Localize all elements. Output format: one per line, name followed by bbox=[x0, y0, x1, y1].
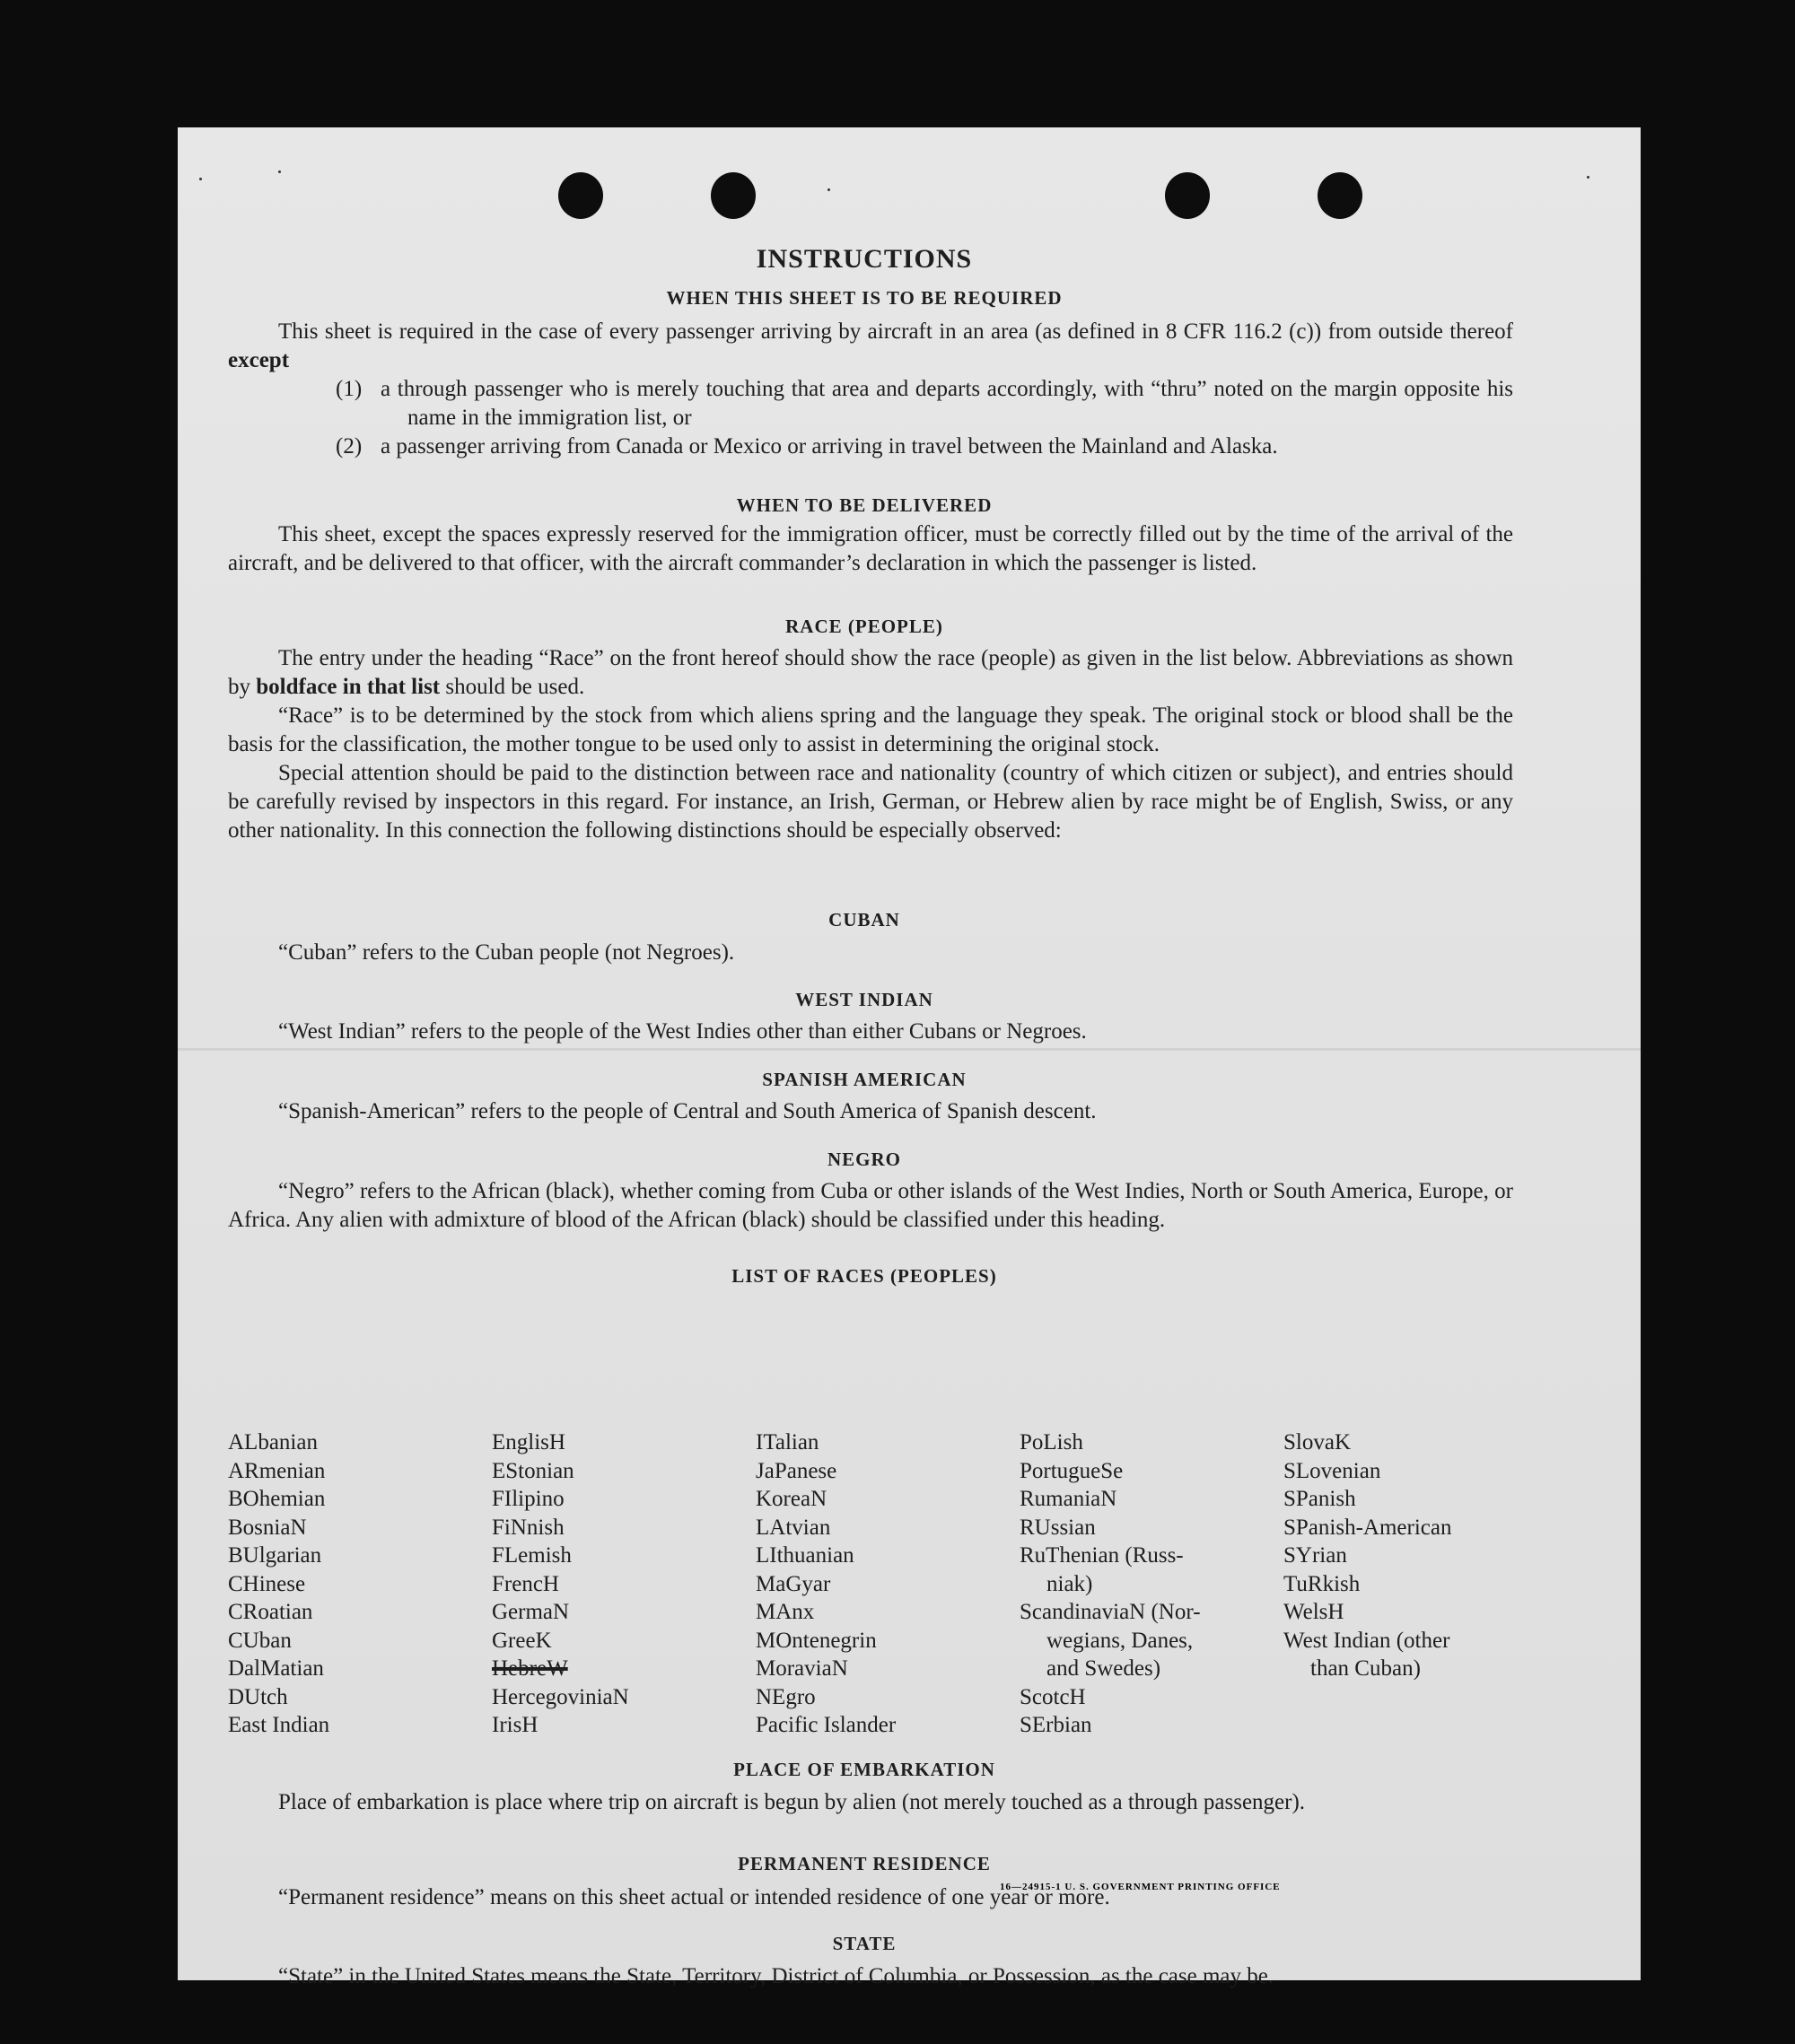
section-when-required bbox=[228, 318, 1513, 461]
race-entry: EStonian bbox=[492, 1458, 574, 1483]
section-cuban bbox=[228, 939, 1513, 967]
paragraph: “Cuban” refers to the Cuban people (not Negroes). bbox=[278, 940, 735, 965]
race-entry: ITalian bbox=[756, 1430, 819, 1454]
race-entry: NEgro bbox=[756, 1684, 816, 1709]
paragraph: “Spanish-American” refers to the people of Central and South America of Spanish descent. bbox=[278, 1099, 1097, 1123]
heading-permanent-residence: PERMANENT RESIDENCE bbox=[738, 1853, 991, 1874]
race-entry-continued: wegians, Danes, bbox=[1046, 1628, 1194, 1653]
heading-embarkation: PLACE OF EMBARKATION bbox=[733, 1759, 995, 1780]
race-entry: MOntenegrin bbox=[756, 1628, 877, 1653]
race-entry: TuRkish bbox=[1283, 1571, 1361, 1596]
race-entry: MAnx bbox=[756, 1600, 815, 1624]
heading-race: RACE (PEOPLE) bbox=[785, 616, 943, 637]
race-entry: ScotcH bbox=[1020, 1684, 1086, 1709]
paper-speck bbox=[1587, 176, 1589, 179]
race-entry: CHinese bbox=[228, 1571, 306, 1596]
race-entry: SErbian bbox=[1020, 1713, 1092, 1737]
race-entry: East Indian bbox=[228, 1713, 330, 1737]
heading-cuban: CUBAN bbox=[828, 909, 900, 930]
race-entry: FiNnish bbox=[492, 1515, 565, 1540]
race-entry: CRoatian bbox=[228, 1600, 313, 1624]
heading-state: STATE bbox=[832, 1933, 897, 1954]
section-permanent-residence bbox=[228, 1883, 1513, 1912]
race-entry: West Indian (other bbox=[1283, 1628, 1450, 1653]
race-entry: FIlipino bbox=[492, 1487, 565, 1511]
race-entry: SPanish-American bbox=[1283, 1515, 1452, 1540]
race-entry: LAtvian bbox=[756, 1515, 831, 1540]
section-state bbox=[228, 1962, 1513, 1991]
paragraph: “State” in the United States means the State, Territory, District of Columbia, or Possession, as the case may be. bbox=[278, 1964, 1274, 1988]
race-entry: ARmenian bbox=[228, 1458, 326, 1483]
list-item: (1) a through passenger who is merely touching that area and departs accordingly, with “thru” noted on the margin opposite his name in the immigration list, or bbox=[336, 377, 1513, 430]
paragraph: This sheet is required in the case of every passenger arriving by aircraft in an area (as defined in 8 CFR 116.2 (c)) from outside thereof except bbox=[228, 319, 1513, 372]
race-entry: BOhemian bbox=[228, 1487, 326, 1511]
section-embarkation bbox=[228, 1788, 1513, 1817]
race-entry-continued: niak) bbox=[1046, 1571, 1093, 1596]
race-entry: DUtch bbox=[228, 1684, 288, 1709]
heading-when-required: WHEN THIS SHEET IS TO BE REQUIRED bbox=[666, 287, 1063, 309]
paragraph: Special attention should be paid to the distinction between race and nationality (country of which citizen or subject), and entries should be carefully revised by inspectors in this regard. For instance, an Irish, German, or Hebrew alien by race might be of English, Swiss, or any other nationality. In this connection the following distinctions should be especially observed: bbox=[228, 761, 1513, 843]
race-entry: PoLish bbox=[1020, 1430, 1083, 1454]
section-negro bbox=[228, 1177, 1513, 1235]
race-list-column-2 bbox=[492, 1428, 761, 1740]
race-list-column-3 bbox=[756, 1428, 1025, 1740]
punch-hole-icon bbox=[711, 172, 756, 219]
race-entry: SYrian bbox=[1283, 1543, 1347, 1568]
race-entry-struck: HebreW bbox=[492, 1656, 568, 1681]
race-entry: FLemish bbox=[492, 1543, 572, 1568]
race-entry: GermaN bbox=[492, 1600, 570, 1624]
race-entry: WelsH bbox=[1283, 1600, 1344, 1624]
race-entry-continued: and Swedes) bbox=[1046, 1656, 1161, 1681]
race-entry: HercegoviniaN bbox=[492, 1684, 629, 1709]
section-race bbox=[228, 644, 1513, 845]
race-entry: CUban bbox=[228, 1628, 292, 1653]
list-item: (2) a passenger arriving from Canada or Mexico or arriving in travel between the Mainland and Alaska. bbox=[336, 434, 1278, 459]
race-list-column-5 bbox=[1283, 1428, 1553, 1683]
paper-speck bbox=[278, 170, 281, 173]
paragraph: “Permanent residence” means on this sheet actual or intended residence of one year or more. bbox=[278, 1885, 1110, 1909]
race-entry: IrisH bbox=[492, 1713, 538, 1737]
race-list-column-1 bbox=[228, 1428, 497, 1740]
paragraph: The entry under the heading “Race” on the front hereof should show the race (people) as given in the list below. Abbreviations as shown by boldface in that list should be used. bbox=[228, 646, 1513, 699]
race-entry: FrencH bbox=[492, 1571, 559, 1596]
heading-list-of-races: LIST OF RACES (PEOPLES) bbox=[731, 1265, 997, 1287]
race-entry: RUssian bbox=[1020, 1515, 1096, 1540]
punch-hole-icon bbox=[558, 172, 603, 219]
section-west-indian bbox=[228, 1018, 1513, 1046]
paper-speck bbox=[199, 178, 202, 180]
race-entry: JaPanese bbox=[756, 1458, 837, 1483]
race-entry: SLovenian bbox=[1283, 1458, 1381, 1483]
race-entry: MoraviaN bbox=[756, 1656, 848, 1681]
paragraph: “Race” is to be determined by the stock from which aliens spring and the language they speak. The original stock or blood shall be the basis for the classification, the mother tongue to be used only to assist in determining the original stock. bbox=[228, 703, 1513, 756]
race-entry: DalMatian bbox=[228, 1656, 324, 1681]
printing-office-footer: 16—24915-1 U. S. GOVERNMENT PRINTING OFFICE bbox=[1000, 1882, 1281, 1892]
heading-negro: NEGRO bbox=[827, 1149, 901, 1170]
race-entry: EnglisH bbox=[492, 1430, 565, 1454]
race-entry: RuThenian (Russ- bbox=[1020, 1543, 1184, 1568]
heading-when-delivered: WHEN TO BE DELIVERED bbox=[736, 494, 993, 516]
paragraph: “Negro” refers to the African (black), whether coming from Cuba or other islands of the West Indies, North or South America, Europe, or Africa. Any alien with admixture of blood of the African (black) should be classified under this heading. bbox=[228, 1179, 1513, 1232]
paragraph: This sheet, except the spaces expressly reserved for the immigration officer, must be correctly filled out by the time of the arrival of the aircraft, and be delivered to that officer, with the aircraft commander’s declaration in which the passenger is listed. bbox=[228, 522, 1513, 575]
paper-fold-line bbox=[178, 1048, 1641, 1051]
race-list-column-4 bbox=[1020, 1428, 1289, 1740]
race-entry: ScandinaviaN (Nor- bbox=[1020, 1600, 1201, 1624]
race-entry: BosniaN bbox=[228, 1515, 307, 1540]
heading-west-indian: WEST INDIAN bbox=[795, 989, 933, 1010]
paper-speck bbox=[827, 188, 830, 191]
race-entry: SPanish bbox=[1283, 1487, 1356, 1511]
race-entry: BUlgarian bbox=[228, 1543, 322, 1568]
paragraph: “West Indian” refers to the people of the West Indies other than either Cubans or Negroes. bbox=[278, 1019, 1087, 1044]
race-entry: MaGyar bbox=[756, 1571, 831, 1596]
instruction-sheet bbox=[178, 127, 1641, 1988]
section-when-delivered bbox=[228, 520, 1513, 578]
race-entry: KoreaN bbox=[756, 1487, 827, 1511]
race-entry: GreeK bbox=[492, 1628, 552, 1653]
race-entry: RumaniaN bbox=[1020, 1487, 1117, 1511]
heading-spanish-american: SPANISH AMERICAN bbox=[762, 1069, 967, 1090]
race-entry: SlovaK bbox=[1283, 1430, 1351, 1454]
race-entry-continued: than Cuban) bbox=[1310, 1656, 1421, 1681]
paragraph: Place of embarkation is place where trip on aircraft is begun by alien (not merely touched as a through passenger). bbox=[278, 1790, 1306, 1814]
page-title: INSTRUCTIONS bbox=[756, 244, 973, 274]
punch-hole-icon bbox=[1165, 172, 1210, 219]
race-entry: ALbanian bbox=[228, 1430, 318, 1454]
race-entry: LIthuanian bbox=[756, 1543, 854, 1568]
section-spanish-american bbox=[228, 1097, 1513, 1126]
punch-hole-icon bbox=[1318, 172, 1362, 219]
race-entry: PortugueSe bbox=[1020, 1458, 1124, 1483]
race-entry: Pacific Islander bbox=[756, 1713, 897, 1737]
